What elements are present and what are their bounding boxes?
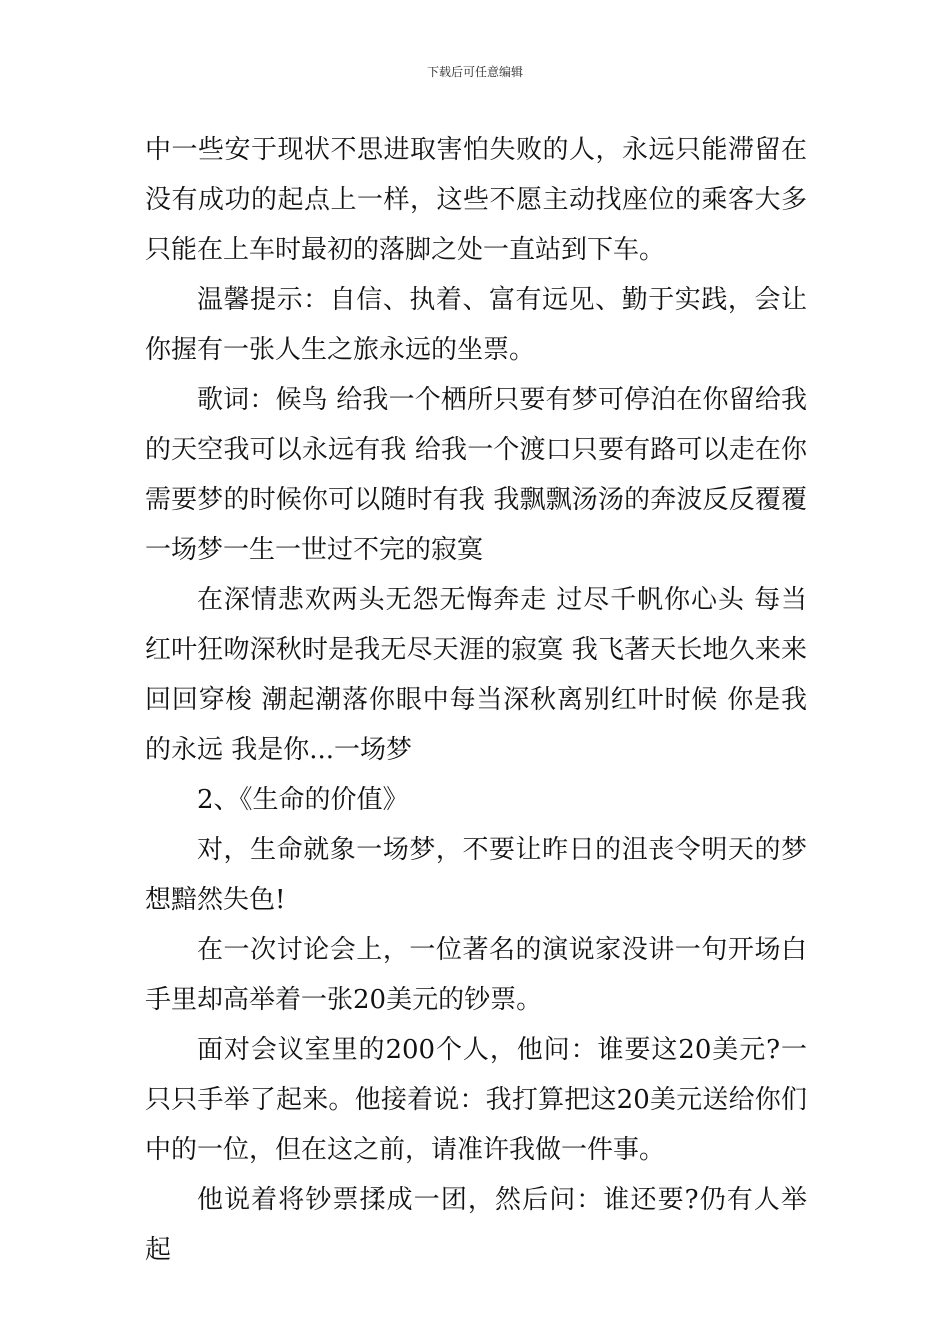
paragraph-tip: 温馨提示：自信、执着、富有远见、勤于实践，会让你握有一张人生之旅永远的坐票。 (145, 285, 807, 365)
paragraph-crumple: 他说着将钞票揉成一团，然后问：谁还要?仍有人举起 (145, 1185, 807, 1265)
page-header: 下载后可任意编辑 (426, 65, 523, 79)
section-heading: 2、《生命的价值》 (197, 785, 409, 815)
document-body (145, 125, 807, 1275)
paragraph-seminar: 在一次讨论会上，一位著名的演说家没讲一句开场白手里却高举着一张20美元的钞票。 (145, 935, 807, 1015)
paragraph-lyrics-2: 在深情悲欢两头无怨无悔奔走 过尽千帆你心头 每当红叶狂吻深秋时是我无尽天涯的寂寞 我飞著天长地久来来回回穿梭 潮起潮落你眼中每当深秋离别红叶时候 你是我的永远 我是你...一场梦 (145, 585, 807, 765)
paragraph-life-dream: 对，生命就象一场梦，不要让昨日的沮丧令明天的梦想黯然失色! (145, 835, 807, 915)
paragraph-continuation: 中一些安于现状不思进取害怕失败的人，永远只能滞留在没有成功的起点上一样，这些不愿主动找座位的乘客大多只能在上车时最初的落脚之处一直站到下车。 (145, 135, 807, 265)
paragraph-lyrics-1: 歌词：候鸟 给我一个栖所只要有梦可停泊在你留给我的天空我可以永远有我 给我一个渡口只要有路可以走在你需要梦的时候你可以随时有我 我飘飘汤汤的奔波反反覆覆一场梦一生一世过不完的寂寞 (145, 385, 807, 565)
paragraph-question: 面对会议室里的200个人，他问：谁要这20美元?一只只手举了起来。他接着说：我打算把这20美元送给你们中的一位，但在这之前，请准许我做一件事。 (145, 1035, 807, 1165)
